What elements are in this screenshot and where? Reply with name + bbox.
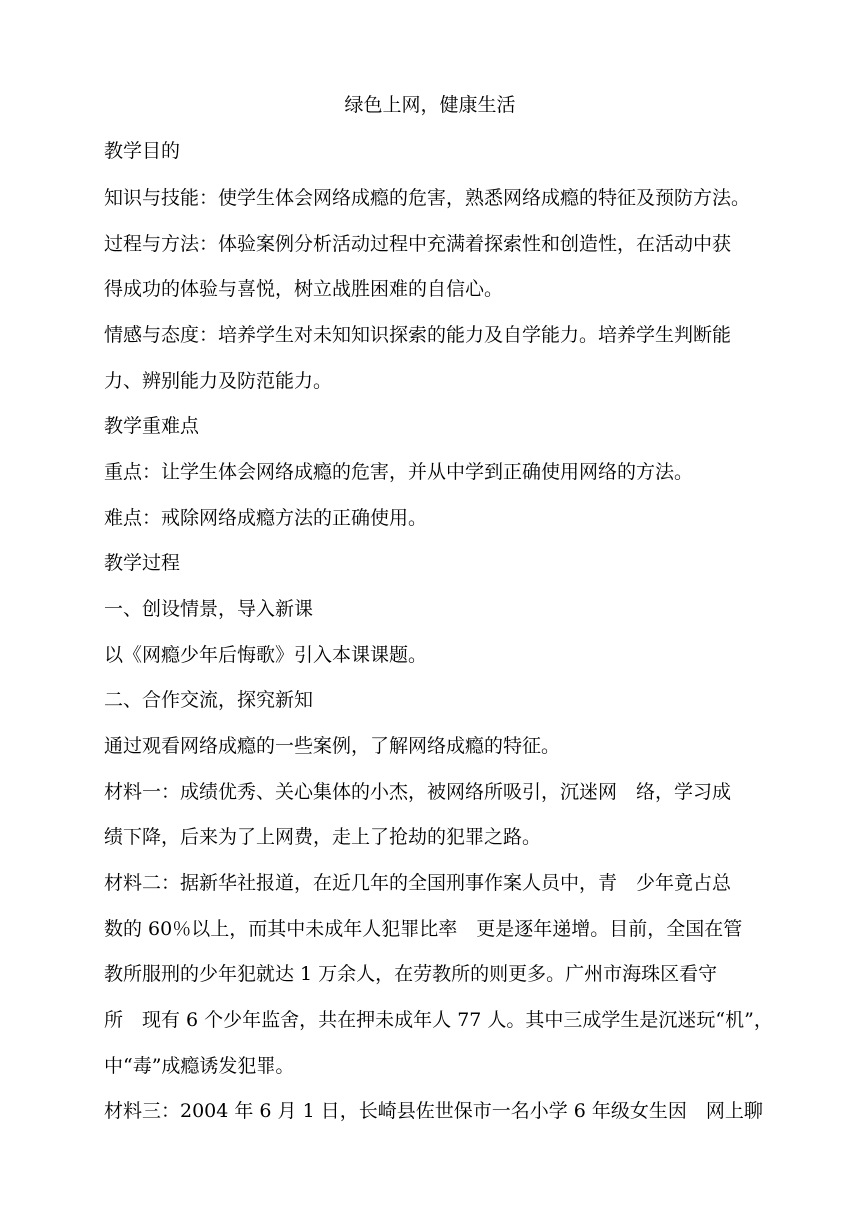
paragraph-line: 材料一：成绩优秀、关心集体的小杰，被网络所吸引，沉迷网 络，学习成 [104,781,732,803]
document-title: 绿色上网，健康生活 [344,94,516,116]
paragraph-line: 以《网瘾少年后悔歌》引入本课课题。 [104,644,428,666]
paragraph-line: 绩下降，后来为了上网费，走上了抢劫的犯罪之路。 [104,826,542,848]
heading-teaching-process: 教学过程 [104,552,181,574]
paragraph-line: 过程与方法：体验案例分析活动过程中充满着探索性和创造性，在活动中获 [104,233,732,255]
paragraph-line: 数的 60％以上，而其中未成年人犯罪比率 更是逐年递增。目前，全国在管 [104,918,743,940]
paragraph-line: 难点：戒除网络成瘾方法的正确使用。 [104,507,428,529]
paragraph-line: 通过观看网络成瘾的一些案例，了解网络成瘾的特征。 [104,735,561,757]
section-heading: 一、创设情景，导入新课 [104,598,314,620]
paragraph-line: 材料三：2004 年 6 月 1 日，长崎县佐世保市一名小学 6 年级女生因 网上聊 [104,1100,763,1122]
paragraph-line: 情感与态度：培养学生对未知知识探索的能力及自学能力。培养学生判断能 [104,324,732,346]
paragraph-line: 材料二：据新华社报道，在近几年的全国刑事作案人员中，青 少年竟占总 [104,872,732,894]
paragraph-line: 力、辨别能力及防范能力。 [104,370,333,392]
section-heading: 二、合作交流，探究新知 [104,689,314,711]
heading-teaching-goals: 教学目的 [104,140,181,162]
heading-key-points: 教学重难点 [104,415,200,437]
paragraph-line: 教所服刑的少年犯就达 1 万余人，在劳教所的则更多。广州市海珠区看守 [104,963,718,985]
paragraph-line: 所 现有 6 个少年监舍，共在押未成年人 77 人。其中三成学生是沉迷玩“机”， [104,1009,773,1031]
paragraph-line: 重点：让学生体会网络成瘾的危害，并从中学到正确使用网络的方法。 [104,461,694,483]
paragraph-line: 中“毒”成瘾诱发犯罪。 [104,1055,295,1077]
paragraph-line: 知识与技能：使学生体会网络成瘾的危害，熟悉网络成瘾的特征及预防方法。 [104,187,751,209]
paragraph-line: 得成功的体验与喜悦，树立战胜困难的自信心。 [104,278,504,300]
